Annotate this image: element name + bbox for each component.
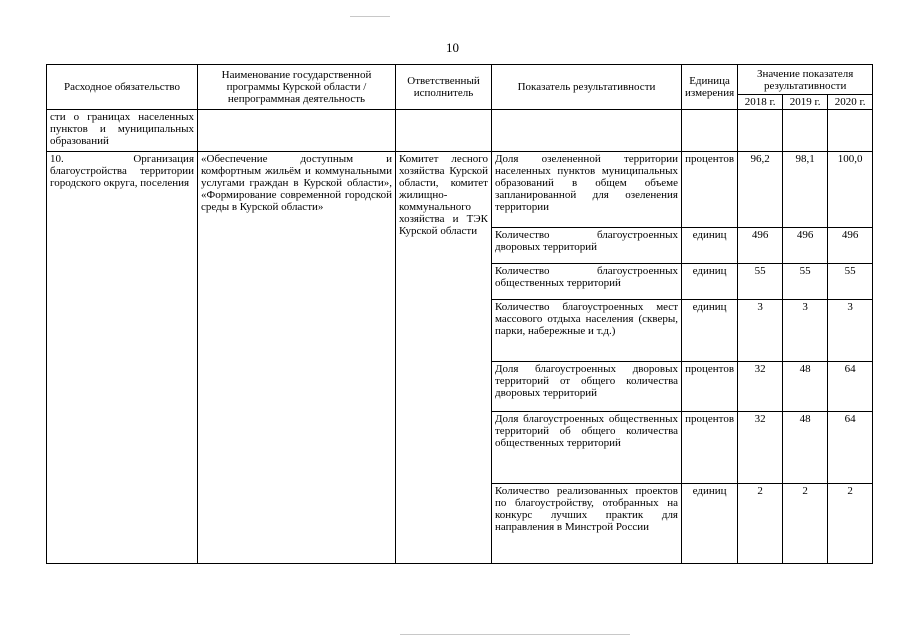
indicator-value-2019: 2	[783, 484, 828, 564]
section-executor: Комитет лесного хозяйства Курской области, комитет жилищно-коммунального хозяйства и ТЭК Курской области	[396, 152, 492, 564]
indicator-name: Количество благоустроенных дворовых территорий	[492, 228, 682, 264]
section-program: «Обеспечение доступным и комфортным жильём и коммунальными услугами граждан в Курской области», «Формирование современной городской среды в Курской области»	[198, 152, 396, 564]
header-program: Наименование государственной программы Курской области / непрограммная деятельность	[198, 65, 396, 110]
indicator-unit: процентов	[682, 152, 738, 228]
indicator-value-2018: 96,2	[738, 152, 783, 228]
indicator-name: Количество реализованных проектов по благоустройству, отобранных на конкурс лучших практик для направления в Минстрой России	[492, 484, 682, 564]
indicator-value-2020: 64	[828, 362, 873, 412]
page-number: 10	[446, 40, 459, 55]
empty-cell	[198, 110, 396, 152]
header-year-2020: 2020 г.	[828, 95, 873, 110]
indicator-name: Доля благоустроенных общественных территорий об общего количества общественных территорий	[492, 412, 682, 484]
indicator-unit: процентов	[682, 362, 738, 412]
section-obligation: 10. Организация благоустройства территории городского округа, поселения	[47, 152, 198, 564]
indicator-value-2018: 2	[738, 484, 783, 564]
empty-cell	[682, 110, 738, 152]
scan-artifact	[350, 16, 390, 17]
indicator-unit: единиц	[682, 228, 738, 264]
indicator-value-2020: 2	[828, 484, 873, 564]
empty-cell	[828, 110, 873, 152]
indicator-unit: единиц	[682, 300, 738, 362]
header-unit: Единица измерения	[682, 65, 738, 110]
indicator-value-2019: 48	[783, 362, 828, 412]
header-year-2019: 2019 г.	[783, 95, 828, 110]
empty-cell	[783, 110, 828, 152]
header-row	[47, 65, 873, 95]
header-values: Значение показателя результативности	[738, 65, 873, 95]
header-indicator: Показатель результативности	[492, 65, 682, 110]
scan-artifact	[400, 634, 630, 635]
indicator-value-2018: 32	[738, 412, 783, 484]
indicator-value-2018: 3	[738, 300, 783, 362]
header-obligation: Расходное обязательство	[47, 65, 198, 110]
indicator-value-2020: 3	[828, 300, 873, 362]
continued-obligation: сти о границах населенных пунктов и муниципальных образований	[47, 110, 198, 152]
empty-cell	[396, 110, 492, 152]
indicator-unit: процентов	[682, 412, 738, 484]
indicator-value-2019: 55	[783, 264, 828, 300]
indicator-unit: единиц	[682, 484, 738, 564]
indicator-name: Количество благоустроенных мест массового отдыха населения (скверы, парки, набережные и т.д.)	[492, 300, 682, 362]
indicator-name: Количество благоустроенных общественных территорий	[492, 264, 682, 300]
indicator-name: Доля озелененной территории населенных пунктов муниципальных образований в общем объеме запланированной для озеленения территории	[492, 152, 682, 228]
indicator-name: Доля благоустроенных дворовых территорий от общего количества дворовых территорий	[492, 362, 682, 412]
indicator-row	[47, 152, 873, 228]
indicator-value-2020: 64	[828, 412, 873, 484]
indicator-value-2020: 100,0	[828, 152, 873, 228]
empty-cell	[492, 110, 682, 152]
indicator-unit: единиц	[682, 264, 738, 300]
header-executor: Ответственный исполнитель	[396, 65, 492, 110]
continuation-row	[47, 110, 873, 152]
indicator-value-2018: 32	[738, 362, 783, 412]
empty-cell	[738, 110, 783, 152]
indicator-value-2020: 55	[828, 264, 873, 300]
indicator-value-2019: 3	[783, 300, 828, 362]
indicator-value-2020: 496	[828, 228, 873, 264]
indicator-value-2019: 496	[783, 228, 828, 264]
indicator-value-2018: 496	[738, 228, 783, 264]
indicator-value-2019: 48	[783, 412, 828, 484]
indicator-value-2019: 98,1	[783, 152, 828, 228]
header-year-2018: 2018 г.	[738, 95, 783, 110]
performance-indicators-table	[46, 64, 873, 564]
indicator-value-2018: 55	[738, 264, 783, 300]
